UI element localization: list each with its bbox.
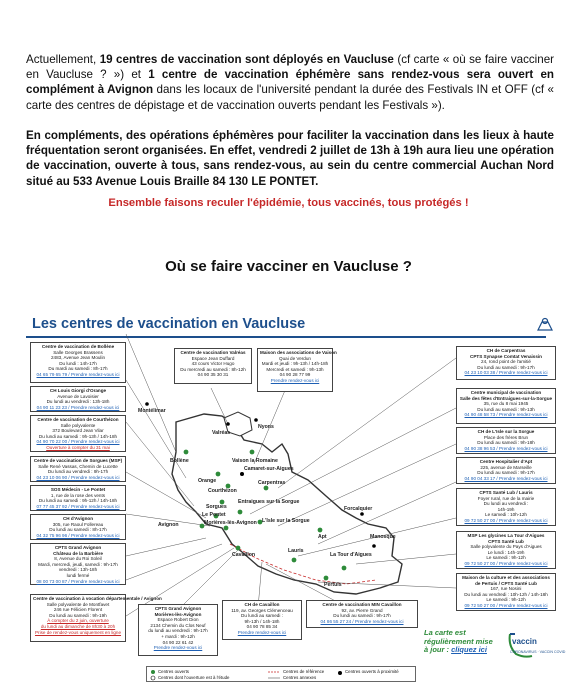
city-label: Forcalquier xyxy=(344,506,373,512)
legend-nearby: Centres ouverts à proximité xyxy=(345,669,399,674)
legend-lines xyxy=(267,669,281,681)
center-line: 04 90 22 61 42 xyxy=(162,639,194,645)
city-label: Camaret-sur-Aigues xyxy=(244,466,294,472)
booking-link[interactable]: Prendre rendez-vous ici xyxy=(153,645,203,651)
center-line: Le samedi : 9h-12h xyxy=(486,555,526,561)
city-label: Le Pontet xyxy=(202,512,226,518)
center-box xyxy=(456,346,556,380)
p1-text-b: 19 centres de vaccination sont déployés en Vaucluse xyxy=(99,53,394,66)
center-box xyxy=(456,573,556,611)
center-title: CH d'Avignon xyxy=(62,516,93,521)
center-box xyxy=(30,514,126,540)
center-line: Foyer rural, rue de la mairie xyxy=(477,495,535,501)
center-box xyxy=(456,531,556,569)
center-line: 119, av. Georges Clémenceau xyxy=(231,607,293,613)
city-label: Avignon xyxy=(158,522,179,528)
center-line: Du mardi au samedi : 8h-17h xyxy=(48,366,108,372)
center-line: Du lundi au vendredi : xyxy=(483,501,529,507)
center-title: CH de L'Isle sur la Sorgue xyxy=(477,429,535,434)
center-line: Morières-lès-Avignon xyxy=(154,611,202,617)
dot-bollene xyxy=(184,450,189,455)
center-box xyxy=(30,594,162,642)
center-box xyxy=(30,342,126,383)
center-line: Du lundi au vendredi : 9h-17h xyxy=(47,469,109,475)
dot-lauris xyxy=(292,558,297,563)
center-line: + mardi : 9h-12h xyxy=(161,633,195,639)
center-line: 2134 Chemin du Clos Neuf xyxy=(150,622,206,628)
center-title: MSP Les glycines La Tour d'Aigues xyxy=(467,533,545,538)
center-line: Château de la Barbière xyxy=(53,550,103,556)
booking-link[interactable]: Prendre rendez-vous ici xyxy=(237,629,287,635)
city-label: Courthézon xyxy=(208,488,237,494)
city-label: Manosque xyxy=(370,534,396,540)
city-label: L'Isle sur la Sorgue xyxy=(262,518,310,524)
center-line: Du lundi au samedi : 9h-18h xyxy=(477,440,535,446)
legend-open: Centres ouverts xyxy=(158,669,189,674)
vaccination-map xyxy=(26,312,566,684)
center-title: Centre de vaccination Valréas xyxy=(180,350,246,355)
dot-montelimar xyxy=(145,402,149,406)
center-box xyxy=(174,348,252,384)
center-title: Centre de vaccination à vocation départementale / Avignon xyxy=(33,596,162,601)
city-label: Morières-lès-Avignon xyxy=(204,520,257,526)
center-line: du lundi au vendredi : 9h-17h xyxy=(148,628,208,634)
center-line: CPTS Santé Lub xyxy=(488,538,524,544)
dot-carpentras xyxy=(264,486,269,491)
city-label: Nyons xyxy=(258,424,274,430)
center-line: 04 90 78 85 34 xyxy=(246,624,278,630)
city-label: Bollène xyxy=(170,458,189,464)
city-label: La Tour d'Aigues xyxy=(330,552,372,558)
center-line: 9h-13h / 14h-18h xyxy=(244,618,280,624)
center-line: CPTS Synapse Comtat Venaissin xyxy=(470,353,542,359)
booking-link[interactable]: 08 00 73 00 87 / Prendre rendez-vous ici xyxy=(36,578,120,584)
city-label: Pertuis xyxy=(324,582,342,588)
cta-line: La carte est xyxy=(424,628,466,637)
dot-orange xyxy=(216,472,221,477)
dot-apt xyxy=(318,528,323,533)
center-line: Le lundi : 14h-19h xyxy=(487,549,525,555)
center-line: 2483, Avenue Jean Moulin xyxy=(50,355,106,361)
booking-link[interactable]: 04 90 11 23 23 / Prendre rendez-vous ici xyxy=(36,404,120,410)
center-line: Le samedi : 9h-12h xyxy=(486,597,526,603)
center-line: 14h-19h xyxy=(497,506,515,512)
booking-link[interactable]: 09 72 50 27 00 / Prendre rendez-vous ici xyxy=(464,602,548,608)
center-line: 04 90 28 77 99 xyxy=(279,372,311,378)
map-legend xyxy=(146,666,416,682)
center-title: CH de Cavaillon xyxy=(244,602,280,607)
center-line: Du lundi au samedi : 9h-19h xyxy=(49,612,107,618)
map-title: Les centres de vaccination en Vaucluse xyxy=(32,316,306,332)
center-line: Mercredi et samedi : 9h-13h xyxy=(266,366,324,372)
center-line: Mardi et jeudi : 9h-13h / 14h-18h xyxy=(261,361,329,367)
center-line: Salle polyvalente de Montfavet xyxy=(46,601,110,607)
update-notice xyxy=(424,629,504,655)
center-line: 225, avenue de Marseille xyxy=(480,464,532,470)
city-label: Carpentras xyxy=(258,480,286,486)
booking-link[interactable]: 04 23 10 03 38 / Prendre rendez-vous ici xyxy=(464,370,548,376)
legend-markers xyxy=(150,669,156,681)
center-title: Centre de vaccination MIN Cavaillon xyxy=(322,602,402,607)
center-line: Avenue de Lavoisier xyxy=(57,393,99,399)
center-line: Quai de Verdun xyxy=(279,355,311,361)
dot-nyons xyxy=(254,418,258,422)
center-box xyxy=(257,348,337,392)
city-label: Orange xyxy=(198,478,217,484)
center-line: Du lundi au samedi : 8h-17h xyxy=(49,527,107,533)
center-title: Centre de vaccination de Sorgues (MSP) xyxy=(33,458,123,463)
center-line: Du lundi au samedi : 9h-13h xyxy=(477,406,535,412)
center-title: CPTS Grand Avignon xyxy=(54,545,102,550)
center-line: Du lundi au samedi : 9h-17h xyxy=(477,470,535,476)
p1-text-c: (cf carte « où se faire vacciner en Vaucluse ? ») et xyxy=(26,53,555,82)
center-title: SOS Médecin - Le Pontet xyxy=(50,487,106,492)
center-line: 04 90 35 30 31 xyxy=(197,372,229,378)
center-box xyxy=(30,543,126,585)
center-line: Du lundi au vendredi : 10h-12h / 14h-18h xyxy=(464,591,548,597)
opening-notice: Ouverture à compter du 31 mai xyxy=(46,444,110,450)
center-line: lundi fermé xyxy=(66,572,90,578)
center-title: Centre de vaccination de Courthézon xyxy=(37,417,119,422)
center-title: CPTS Grand Avignon xyxy=(154,606,202,611)
legend-nearby-marker xyxy=(337,670,343,676)
center-line: Espace Robert Dion xyxy=(157,617,199,623)
booking-link[interactable]: 04 90 48 58 73 / Prendre rendez-vous ici xyxy=(464,412,548,418)
dot-camaret xyxy=(240,472,244,476)
center-line: Du mercredi au samedi : 8h-12h xyxy=(180,366,246,372)
center-line: Le samedi : 10h-12h xyxy=(485,512,527,518)
booking-link[interactable]: Prendre rendez-vous ici xyxy=(270,377,320,383)
center-box xyxy=(456,488,556,526)
city-label: Apt xyxy=(318,534,327,540)
center-line: Salle des fêtes d'Entraigues-sur-la-Sorgue xyxy=(459,395,553,401)
opening-notice: À compter du 2 juin, ouverture xyxy=(47,618,109,624)
dot-manosque xyxy=(372,544,376,548)
center-box xyxy=(306,600,418,628)
booking-link[interactable]: 04 23 10 06 90 / Prendre rendez-vous ici xyxy=(36,474,120,480)
dot-entraigues xyxy=(238,510,243,515)
center-title: Maison de la culture et des associations xyxy=(462,575,550,580)
booking-link[interactable]: Prise de rendez-vous uniquement en ligne xyxy=(34,629,122,635)
logo-subtitle: CORONAVIRUS · VACCIN COVID xyxy=(510,650,566,654)
center-line: Mardi, mercredi, jeudi, samedi : 9h-17h xyxy=(38,561,118,567)
center-title: Centre de vaccination de Bollène xyxy=(41,344,115,349)
center-line: de Pertuis / CPTS Santé Lub xyxy=(475,580,537,586)
center-title: CPTS Santé Lub / Lauris xyxy=(479,490,533,495)
center-line: vendredi : 13h-18h xyxy=(58,567,98,573)
update-link[interactable]: cliquez ici xyxy=(451,645,487,654)
center-title: CH de Carpentras xyxy=(486,348,526,353)
center-line: 35, rue du 8 mai 1945 xyxy=(483,401,529,407)
center-box xyxy=(30,386,126,412)
center-line: Salle polyvalente du Pays d'Aigues xyxy=(470,544,542,550)
center-line: 1, rue de la rose des vents xyxy=(50,492,106,498)
dot-cavaillon xyxy=(236,546,241,551)
dot-vaison xyxy=(250,450,255,455)
booking-link[interactable]: 04 90 38 96 53 / Prendre rendez-vous ici xyxy=(464,445,548,451)
logo-wordmark: vaccin xyxy=(512,637,537,646)
center-line: Du lundi au samedi : 9h-17h xyxy=(477,364,535,370)
center-line: 372 Boulevard Jean Vilar xyxy=(52,428,104,434)
cta-line: régulièrement mise xyxy=(424,636,493,646)
center-box xyxy=(138,604,218,656)
city-label: Sorgues xyxy=(206,504,227,510)
center-line: 43 cours Victor Hugo xyxy=(191,361,235,367)
center-line: Du lundi au samedi : 9h-12h / 14h-18h xyxy=(38,498,118,504)
center-box xyxy=(456,427,556,454)
opening-notice: du lundi au dimanche de 8h30 à 20h xyxy=(40,623,116,629)
dot-pertuis xyxy=(324,576,329,581)
center-title: Maison des associations de Vaison xyxy=(260,350,337,355)
center-box xyxy=(222,600,302,640)
city-label: Vaison la Romaine xyxy=(232,458,278,464)
legend-annex: Centres annexes xyxy=(283,675,317,680)
center-line: Du lundi au samedi : xyxy=(241,613,283,619)
center-line: 246 rue Félicien Florent xyxy=(53,607,103,613)
legend-reference: Centres de référence xyxy=(283,669,325,674)
p1-text-d: 1 centre de vaccination éphémère sans rendez-vous sera ouvert en complément à Avignon xyxy=(26,68,554,97)
center-line: Place des frères Brun xyxy=(483,434,529,440)
booking-link[interactable]: 04 90 04 33 17 / Prendre rendez-vous ici xyxy=(464,475,548,481)
booking-link[interactable]: 09 72 50 27 00 / Prendre rendez-vous ici xyxy=(464,560,548,566)
booking-link[interactable]: 04 86 55 27 24 / Prendre rendez-vous ici xyxy=(320,618,404,624)
legend-study: Centres dont l'ouverture est à l'étude xyxy=(158,675,230,680)
center-box xyxy=(30,456,126,482)
center-line: Du lundi : 14h-17h xyxy=(59,360,97,366)
city-label: Valréas xyxy=(212,430,231,436)
center-title: Centre municipal de vaccination xyxy=(470,390,542,395)
center-line: Du lundi au samedi : 9h-13h / 14h-18h xyxy=(38,433,118,439)
booking-link[interactable]: 07 77 45 37 92 / Prendre rendez-vous ici xyxy=(36,503,120,509)
center-title: Centre Hospitalier d'Apt xyxy=(479,459,533,464)
center-line: 305, rue Raoul Follereau xyxy=(52,521,104,527)
city-label: Entraigues sur la Sorgue xyxy=(238,499,300,505)
center-box xyxy=(30,485,126,511)
booking-link[interactable]: 04 65 79 65 79 / Prendre rendez-vous ici xyxy=(36,371,120,377)
booking-link[interactable]: 09 72 50 27 00 / Prendre rendez-vous ici xyxy=(464,517,548,523)
city-label: Cavaillon xyxy=(232,552,256,558)
center-line: Du lundi au vendredi : 13h-18h xyxy=(46,399,110,405)
center-line: Espace Jean Duffard xyxy=(191,355,235,361)
center-box xyxy=(456,457,556,484)
booking-link[interactable]: 04 90 70 22 00 / Prendre rendez-vous ici xyxy=(36,439,120,445)
p1-text-a: Actuellement, xyxy=(26,53,100,66)
p1-text-e: dans les locaux de l'université pendant la durée des Festivals IN et OFF (cf « carte des centres de dépistage et de vaccination ouverts pendant les Festivals »). xyxy=(26,83,554,112)
dot-valreas xyxy=(226,422,230,426)
dot-morieres xyxy=(224,526,229,531)
center-line: Du lundi au samedi : 9h-17h xyxy=(333,613,391,619)
center-line: Salle Georges Brassens xyxy=(53,349,103,355)
booking-link[interactable]: 04 32 75 96 96 / Prendre rendez-vous ici xyxy=(36,532,120,538)
dot-tour-aigues xyxy=(342,566,347,571)
center-line: 167, rue Nosini xyxy=(490,586,522,592)
slogan: Ensemble faisons reculer l'épidémie, tous vaccinés, tous protégés ! xyxy=(108,197,469,209)
section-heading: Où se faire vacciner en Vaucluse ? xyxy=(165,258,412,275)
dot-forcalquier xyxy=(360,512,364,516)
center-line: Salle polyvalente xyxy=(60,422,96,428)
center-line: Salle René Vassas, Chemin de Lucette xyxy=(38,463,118,469)
intro-paragraph-2: En compléments, des opérations éphémères pour faciliter la vaccination dans les lieux à haute fréquentation seront organisées. En effet, vendredi 2 juillet de 13h à 19h aura lieu une opération de vaccination, ouverte à tous, sans rendez-vous, au sein du centre commercial Auchan Nord situé au 533 Avenue Louis Braille 84 130 LE PONTET. xyxy=(26,129,554,188)
center-line: 24, rond point de l'amitié xyxy=(481,359,531,365)
city-label: Lauris xyxy=(288,548,304,554)
cta-line: à jour : xyxy=(424,645,452,654)
center-line: 92, av. Pierre Grand xyxy=(341,607,383,613)
intro-paragraph-1 xyxy=(26,52,554,113)
center-title: CH Louis Giorgi d'Orange xyxy=(49,388,107,393)
center-box xyxy=(456,388,556,424)
city-label: Montélimar xyxy=(138,408,166,414)
center-box xyxy=(30,415,126,452)
center-line: 8, Avenue du Roi Soleil xyxy=(54,556,102,562)
